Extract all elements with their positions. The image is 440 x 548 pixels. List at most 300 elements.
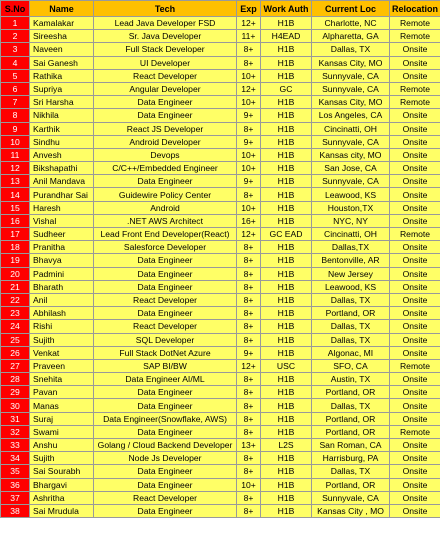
work-auth-cell: H1B [261,188,312,201]
current-loc-cell: Austin, TX [312,373,390,386]
sno-cell: 33 [1,439,30,452]
name-cell: Anvesh [30,148,94,161]
sno-cell: 37 [1,491,30,504]
header-name: Name [30,1,94,17]
table-row [1,43,440,56]
tech-cell: Data Engineer [94,280,237,293]
relocation-cell: Remote [390,425,440,438]
work-auth-cell: H1B [261,162,312,175]
exp-cell: 8+ [237,188,261,201]
current-loc-cell: Dallas, TX [312,465,390,478]
work-auth-cell: H1B [261,254,312,267]
relocation-cell: Onsite [390,307,440,320]
tech-cell: React JS Developer [94,122,237,135]
exp-cell: 8+ [237,399,261,412]
name-cell: Bikshapathi [30,162,94,175]
work-auth-cell: H1B [261,399,312,412]
relocation-cell: Onsite [390,333,440,346]
work-auth-cell: GC [261,82,312,95]
work-auth-cell: H1B [261,465,312,478]
exp-cell: 8+ [237,504,261,517]
current-loc-cell: Dallas, TX [312,320,390,333]
name-cell: Anshu [30,439,94,452]
sno-cell: 17 [1,228,30,241]
tech-cell: Data Engineer [94,254,237,267]
table-row [1,425,440,438]
exp-cell: 8+ [237,307,261,320]
work-auth-cell: H1B [261,412,312,425]
table-row [1,346,440,359]
relocation-cell: Remote [390,82,440,95]
table-row [1,280,440,293]
work-auth-cell: H1B [261,320,312,333]
relocation-cell: Onsite [390,43,440,56]
work-auth-cell: H1B [261,346,312,359]
relocation-cell: Remote [390,359,440,372]
relocation-cell: Onsite [390,241,440,254]
tech-cell: Data Engineer [94,175,237,188]
sno-cell: 4 [1,56,30,69]
relocation-cell: Onsite [390,320,440,333]
current-loc-cell: Dallas, TX [312,43,390,56]
tech-cell: Full Stack DotNet Azure [94,346,237,359]
name-cell: Bhargavi [30,478,94,491]
tech-cell: Guidewire Policy Center [94,188,237,201]
work-auth-cell: H1B [261,43,312,56]
table-row [1,56,440,69]
current-loc-cell: Los Angeles, CA [312,109,390,122]
work-auth-cell: H1B [261,293,312,306]
current-loc-cell: Houston,TX [312,201,390,214]
name-cell: Sai Sourabh [30,465,94,478]
table-row [1,373,440,386]
work-auth-cell: H1B [261,17,312,30]
name-cell: Sai Mrudula [30,504,94,517]
relocation-cell: Onsite [390,478,440,491]
tech-cell: Android Developer [94,135,237,148]
relocation-cell: Onsite [390,504,440,517]
header-sno: S.No [1,1,30,17]
work-auth-cell: L2S [261,439,312,452]
table-row [1,465,440,478]
exp-cell: 8+ [237,293,261,306]
tech-cell: Data Engineer [94,109,237,122]
sno-cell: 10 [1,135,30,148]
name-cell: Sireesha [30,30,94,43]
relocation-cell: Onsite [390,386,440,399]
work-auth-cell: H1B [261,214,312,227]
name-cell: Ashritha [30,491,94,504]
sno-cell: 19 [1,254,30,267]
current-loc-cell: Portland, OR [312,425,390,438]
table-row [1,320,440,333]
sno-cell: 31 [1,412,30,425]
tech-cell: Angular Developer [94,82,237,95]
table-row [1,241,440,254]
current-loc-cell: Cincinatti, OH [312,228,390,241]
sno-cell: 15 [1,201,30,214]
tech-cell: React Developer [94,293,237,306]
table-row [1,148,440,161]
name-cell: Supriya [30,82,94,95]
sno-cell: 21 [1,280,30,293]
work-auth-cell: H1B [261,373,312,386]
work-auth-cell: H1B [261,122,312,135]
table-row [1,267,440,280]
table-row [1,254,440,267]
relocation-cell: Remote [390,96,440,109]
tech-cell: Sr. Java Developer [94,30,237,43]
sno-cell: 6 [1,82,30,95]
work-auth-cell: H1B [261,135,312,148]
exp-cell: 8+ [237,425,261,438]
name-cell: Anil Mandava [30,175,94,188]
header-relocation: Relocation [390,1,440,17]
relocation-cell: Onsite [390,373,440,386]
current-loc-cell: Bentonville, AR [312,254,390,267]
current-loc-cell: Sunnyvale, CA [312,175,390,188]
name-cell: Naveen [30,43,94,56]
tech-cell: Node Js Developer [94,452,237,465]
current-loc-cell: Leawood, KS [312,188,390,201]
table-row [1,201,440,214]
name-cell: Venkat [30,346,94,359]
tech-cell: Lead Java Developer FSD [94,17,237,30]
name-cell: Bharath [30,280,94,293]
relocation-cell: Remote [390,17,440,30]
relocation-cell: Onsite [390,69,440,82]
work-auth-cell: H1B [261,241,312,254]
work-auth-cell: H1B [261,491,312,504]
exp-cell: 12+ [237,82,261,95]
tech-cell: Data Engineer [94,425,237,438]
tech-cell: React Developer [94,491,237,504]
name-cell: Manas [30,399,94,412]
work-auth-cell: H1B [261,96,312,109]
work-auth-cell: USC [261,359,312,372]
exp-cell: 10+ [237,148,261,161]
sno-cell: 3 [1,43,30,56]
current-loc-cell: SFO, CA [312,359,390,372]
relocation-cell: Onsite [390,162,440,175]
sno-cell: 28 [1,373,30,386]
relocation-cell: Onsite [390,465,440,478]
work-auth-cell: H1B [261,267,312,280]
tech-cell: Android [94,201,237,214]
exp-cell: 8+ [237,465,261,478]
table-row [1,386,440,399]
table-row [1,214,440,227]
relocation-cell: Onsite [390,148,440,161]
sno-cell: 24 [1,320,30,333]
sno-cell: 9 [1,122,30,135]
tech-cell: UI Developer [94,56,237,69]
exp-cell: 9+ [237,346,261,359]
sno-cell: 26 [1,346,30,359]
tech-cell: Devops [94,148,237,161]
work-auth-cell: H1B [261,201,312,214]
tech-cell: Data Engineer(Snowflake, AWS) [94,412,237,425]
exp-cell: 10+ [237,69,261,82]
sno-cell: 29 [1,386,30,399]
table-row [1,96,440,109]
relocation-cell: Onsite [390,346,440,359]
exp-cell: 13+ [237,439,261,452]
header-work-auth: Work Auth [261,1,312,17]
exp-cell: 8+ [237,333,261,346]
relocation-cell: Onsite [390,201,440,214]
name-cell: Purandhar Sai [30,188,94,201]
name-cell: Rishi [30,320,94,333]
header-tech: Tech [94,1,237,17]
name-cell: Rathika [30,69,94,82]
name-cell: Sai Ganesh [30,56,94,69]
exp-cell: 8+ [237,122,261,135]
relocation-cell: Onsite [390,293,440,306]
table-row [1,30,440,43]
relocation-cell: Onsite [390,254,440,267]
tech-cell: React Developer [94,320,237,333]
sno-cell: 34 [1,452,30,465]
current-loc-cell: Portland, OR [312,412,390,425]
sno-cell: 35 [1,465,30,478]
current-loc-cell: Dallas,TX [312,241,390,254]
sno-cell: 36 [1,478,30,491]
exp-cell: 9+ [237,175,261,188]
tech-cell: Salesforce Developer [94,241,237,254]
work-auth-cell: H1B [261,175,312,188]
sno-cell: 1 [1,17,30,30]
exp-cell: 10+ [237,96,261,109]
tech-cell: SAP BI/BW [94,359,237,372]
tech-cell: Data Engineer AI/ML [94,373,237,386]
relocation-cell: Onsite [390,214,440,227]
current-loc-cell: San Jose, CA [312,162,390,175]
sno-cell: 8 [1,109,30,122]
exp-cell: 8+ [237,280,261,293]
table-row [1,69,440,82]
current-loc-cell: Charlotte, NC [312,17,390,30]
work-auth-cell: H4EAD [261,30,312,43]
table-row [1,228,440,241]
current-loc-cell: Leawood, KS [312,280,390,293]
name-cell: Sujith [30,452,94,465]
relocation-cell: Onsite [390,491,440,504]
tech-cell: Data Engineer [94,307,237,320]
current-loc-cell: Sunnyvale, CA [312,491,390,504]
current-loc-cell: Dallas, TX [312,293,390,306]
exp-cell: 8+ [237,386,261,399]
name-cell: Bhavya [30,254,94,267]
relocation-cell: Onsite [390,452,440,465]
exp-cell: 10+ [237,478,261,491]
current-loc-cell: Dallas, TX [312,333,390,346]
sno-cell: 14 [1,188,30,201]
table-row [1,82,440,95]
tech-cell: Data Engineer [94,465,237,478]
table-row [1,175,440,188]
exp-cell: 9+ [237,109,261,122]
exp-cell: 8+ [237,56,261,69]
relocation-cell: Onsite [390,109,440,122]
current-loc-cell: Portland, OR [312,386,390,399]
exp-cell: 8+ [237,320,261,333]
header-current-loc: Current Loc [312,1,390,17]
relocation-cell: Onsite [390,399,440,412]
exp-cell: 8+ [237,254,261,267]
current-loc-cell: Kansas City, MO [312,96,390,109]
sno-cell: 20 [1,267,30,280]
relocation-cell: Remote [390,30,440,43]
name-cell: Swami [30,425,94,438]
sno-cell: 22 [1,293,30,306]
sno-cell: 27 [1,359,30,372]
table-row [1,439,440,452]
name-cell: Abhilash [30,307,94,320]
work-auth-cell: H1B [261,452,312,465]
exp-cell: 8+ [237,267,261,280]
name-cell: Sujith [30,333,94,346]
tech-cell: SQL Developer [94,333,237,346]
table-row [1,504,440,517]
relocation-cell: Onsite [390,122,440,135]
tech-cell: C/C++/Embedded Engineer [94,162,237,175]
current-loc-cell: Kansas city, MO [312,148,390,161]
tech-cell: Data Engineer [94,504,237,517]
name-cell: Sudheer [30,228,94,241]
work-auth-cell: H1B [261,333,312,346]
tech-cell: Data Engineer [94,267,237,280]
name-cell: Sindhu [30,135,94,148]
exp-cell: 8+ [237,452,261,465]
exp-cell: 8+ [237,373,261,386]
name-cell: Nikhila [30,109,94,122]
sno-cell: 23 [1,307,30,320]
name-cell: Haresh [30,201,94,214]
exp-cell: 16+ [237,214,261,227]
current-loc-cell: Kansas City , MO [312,504,390,517]
current-loc-cell: Algonac, MI [312,346,390,359]
relocation-cell: Onsite [390,188,440,201]
current-loc-cell: New Jersey [312,267,390,280]
relocation-cell: Onsite [390,267,440,280]
exp-cell: 11+ [237,30,261,43]
table-row [1,491,440,504]
table-row [1,307,440,320]
header-row [1,1,440,17]
sno-cell: 30 [1,399,30,412]
name-cell: Praveen [30,359,94,372]
exp-cell: 8+ [237,412,261,425]
current-loc-cell: Alpharetta, GA [312,30,390,43]
tech-cell: Data Engineer [94,399,237,412]
table-row [1,478,440,491]
exp-cell: 12+ [237,359,261,372]
table-row [1,188,440,201]
table-row [1,162,440,175]
table-row [1,109,440,122]
relocation-cell: Onsite [390,56,440,69]
work-auth-cell: H1B [261,386,312,399]
sno-cell: 13 [1,175,30,188]
table-row [1,412,440,425]
table-row [1,452,440,465]
exp-cell: 10+ [237,162,261,175]
current-loc-cell: NYC, NY [312,214,390,227]
name-cell: Snehita [30,373,94,386]
sno-cell: 32 [1,425,30,438]
work-auth-cell: H1B [261,69,312,82]
table-row [1,359,440,372]
current-loc-cell: Sunnyvale, CA [312,135,390,148]
exp-cell: 8+ [237,43,261,56]
name-cell: Pranitha [30,241,94,254]
table-body [1,17,440,518]
exp-cell: 8+ [237,491,261,504]
name-cell: Padmini [30,267,94,280]
current-loc-cell: Kansas City, MO [312,56,390,69]
sno-cell: 25 [1,333,30,346]
work-auth-cell: H1B [261,56,312,69]
relocation-cell: Remote [390,228,440,241]
sno-cell: 38 [1,504,30,517]
tech-cell: React Developer [94,69,237,82]
current-loc-cell: Dallas, TX [312,399,390,412]
relocation-cell: Onsite [390,135,440,148]
relocation-cell: Onsite [390,439,440,452]
exp-cell: 8+ [237,241,261,254]
exp-cell: 10+ [237,201,261,214]
tech-cell: Golang / Cloud Backend Developer [94,439,237,452]
tech-cell: Full Stack Developer [94,43,237,56]
current-loc-cell: Sunnyvale, CA [312,69,390,82]
sno-cell: 12 [1,162,30,175]
work-auth-cell: H1B [261,478,312,491]
relocation-cell: Onsite [390,412,440,425]
current-loc-cell: Cincinatti, OH [312,122,390,135]
work-auth-cell: H1B [261,504,312,517]
work-auth-cell: H1B [261,109,312,122]
name-cell: Anil [30,293,94,306]
table-row [1,17,440,30]
name-cell: Kamalakar [30,17,94,30]
table-row [1,293,440,306]
exp-cell: 12+ [237,228,261,241]
table-row [1,399,440,412]
current-loc-cell: Portland, OR [312,478,390,491]
tech-cell: Data Engineer [94,386,237,399]
exp-cell: 12+ [237,17,261,30]
work-auth-cell: GC EAD [261,228,312,241]
name-cell: Sri Harsha [30,96,94,109]
work-auth-cell: H1B [261,307,312,320]
header-exp: Exp [237,1,261,17]
table-row [1,135,440,148]
sno-cell: 16 [1,214,30,227]
work-auth-cell: H1B [261,148,312,161]
name-cell: Pavan [30,386,94,399]
sno-cell: 2 [1,30,30,43]
tech-cell: Lead Front End Developer(React) [94,228,237,241]
work-auth-cell: H1B [261,280,312,293]
exp-cell: 9+ [237,135,261,148]
name-cell: Karthik [30,122,94,135]
table-row [1,122,440,135]
sno-cell: 18 [1,241,30,254]
current-loc-cell: Harrisburg, PA [312,452,390,465]
name-cell: Vishal [30,214,94,227]
tech-cell: Data Engineer [94,478,237,491]
